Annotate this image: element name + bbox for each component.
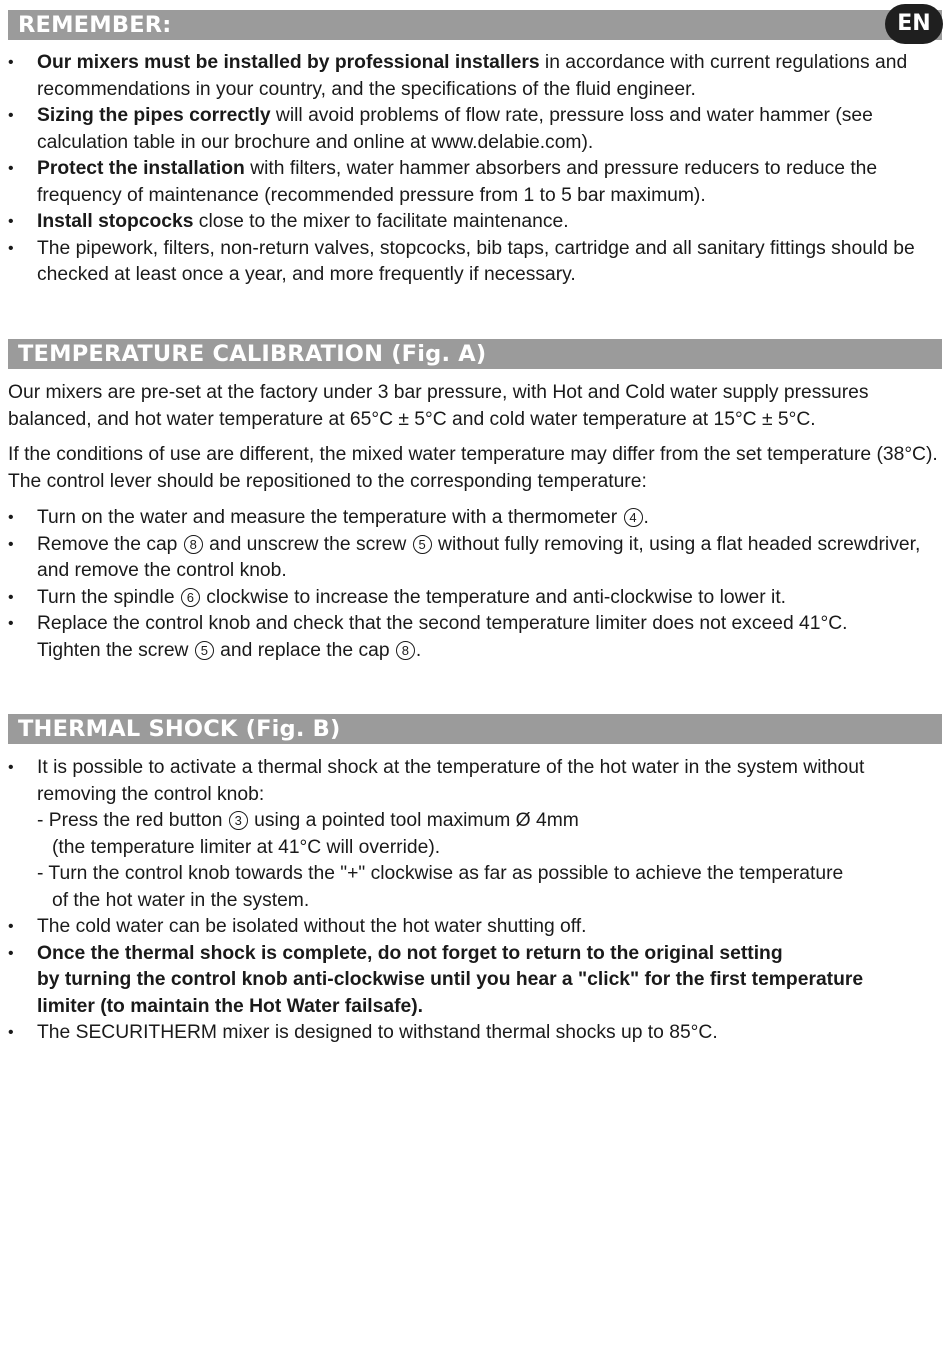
calibration-steps-list [8, 505, 944, 664]
thermal-item-cold-isolation: • The cold water can be isolated without the hot water shutting off. [8, 914, 944, 941]
calibration-step-remove-cap: • Remove the cap 8 and unscrew the screw 5 without fully removing it, using a flat headed screwdriver, and remove the control knob. [8, 532, 944, 585]
part-ref-4: 4 [624, 508, 643, 527]
part-ref-8: 8 [184, 535, 203, 554]
calibration-step-measure: • Turn on the water and measure the temperature with a thermometer 4 . [8, 505, 944, 532]
calibration-step-replace-knob: • Replace the control knob and check that the second temperature limiter does not exceed 41°C. Tighten the screw 5 and replace the cap 8 . [8, 611, 944, 664]
remember-item-installers: • Our mixers must be installed by professional installers in accordance with current regulations and recommendations in your country, and the specifications of the fluid engineer. [8, 50, 944, 103]
thermal-shock-list [8, 755, 944, 1047]
remember-item-checks: • The pipework, filters, non-return valves, stopcocks, bib taps, cartridge and all sanitary fittings should be checked at least once a year, and more frequently if necessary. [8, 236, 944, 289]
remember-item-stopcocks: • Install stopcocks close to the mixer to facilitate maintenance. [8, 209, 944, 236]
remember-list [8, 50, 944, 289]
thermal-item-activate: • It is possible to activate a thermal shock at the temperature of the hot water in the system without removing the control knob: - Press the red button 3 using a pointed tool maximum Ø 4mm (the temperature limiter at 41°C will override). - Turn the control knob towards the "+" clockwise as far as possible to achieve the temperature of the hot water in the system. [8, 755, 944, 914]
remember-list-block [8, 50, 944, 289]
part-ref-3: 3 [229, 811, 248, 830]
thermal-substep-turn-knob: - Turn the control knob towards the "+" clockwise as far as possible to achieve the temperature of the hot water in the system. [37, 863, 844, 911]
calibration-step-turn-spindle: • Turn the spindle 6 clockwise to increase the temperature and anti-clockwise to lower it. [8, 585, 944, 612]
calibration-heading: TEMPERATURE CALIBRATION (Fig. A) [8, 339, 942, 369]
thermal-shock-block [8, 755, 944, 1047]
part-ref-8: 8 [396, 641, 415, 660]
remember-item-pipes: • Sizing the pipes correctly will avoid problems of flow rate, pressure loss and water hammer (see calculation table in our brochure and online at www.delabie.com). [8, 103, 944, 156]
part-ref-6: 6 [181, 588, 200, 607]
remember-heading: REMEMBER: [8, 10, 942, 40]
part-ref-5: 5 [195, 641, 214, 660]
thermal-item-securitherm: • The SECURITHERM mixer is designed to withstand thermal shocks up to 85°C. [8, 1020, 944, 1047]
thermal-item-warning: • Once the thermal shock is complete, do not forget to return to the original setting by turning the control knob anti-clockwise until you hear a "click" for the first temperature limiter (to maintain the Hot Water failsafe). [8, 941, 944, 1021]
remember-item-protect: • Protect the installation with filters, water hammer absorbers and pressure reducers to reduce the frequency of maintenance (recommended pressure from 1 to 5 bar maximum). [8, 156, 944, 209]
calibration-conditions-paragraph: If the conditions of use are different, the mixed water temperature may differ from the set temperature (38°C). The control lever should be repositioned to the corresponding temperature: [8, 444, 938, 492]
thermal-shock-heading: THERMAL SHOCK (Fig. B) [8, 714, 942, 744]
calibration-intro-paragraph: Our mixers are pre-set at the factory under 3 bar pressure, with Hot and Cold water supply pressures balanced, and hot water temperature at 65°C ± 5°C and cold water temperature at 15°C ± 5°C. [8, 382, 869, 430]
calibration-block [8, 380, 944, 664]
language-badge: EN [885, 4, 943, 44]
thermal-substep-press-button: - Press the red button 3 using a pointed tool maximum Ø 4mm (the temperature limiter at 41°C will override). [37, 810, 579, 858]
part-ref-5: 5 [413, 535, 432, 554]
